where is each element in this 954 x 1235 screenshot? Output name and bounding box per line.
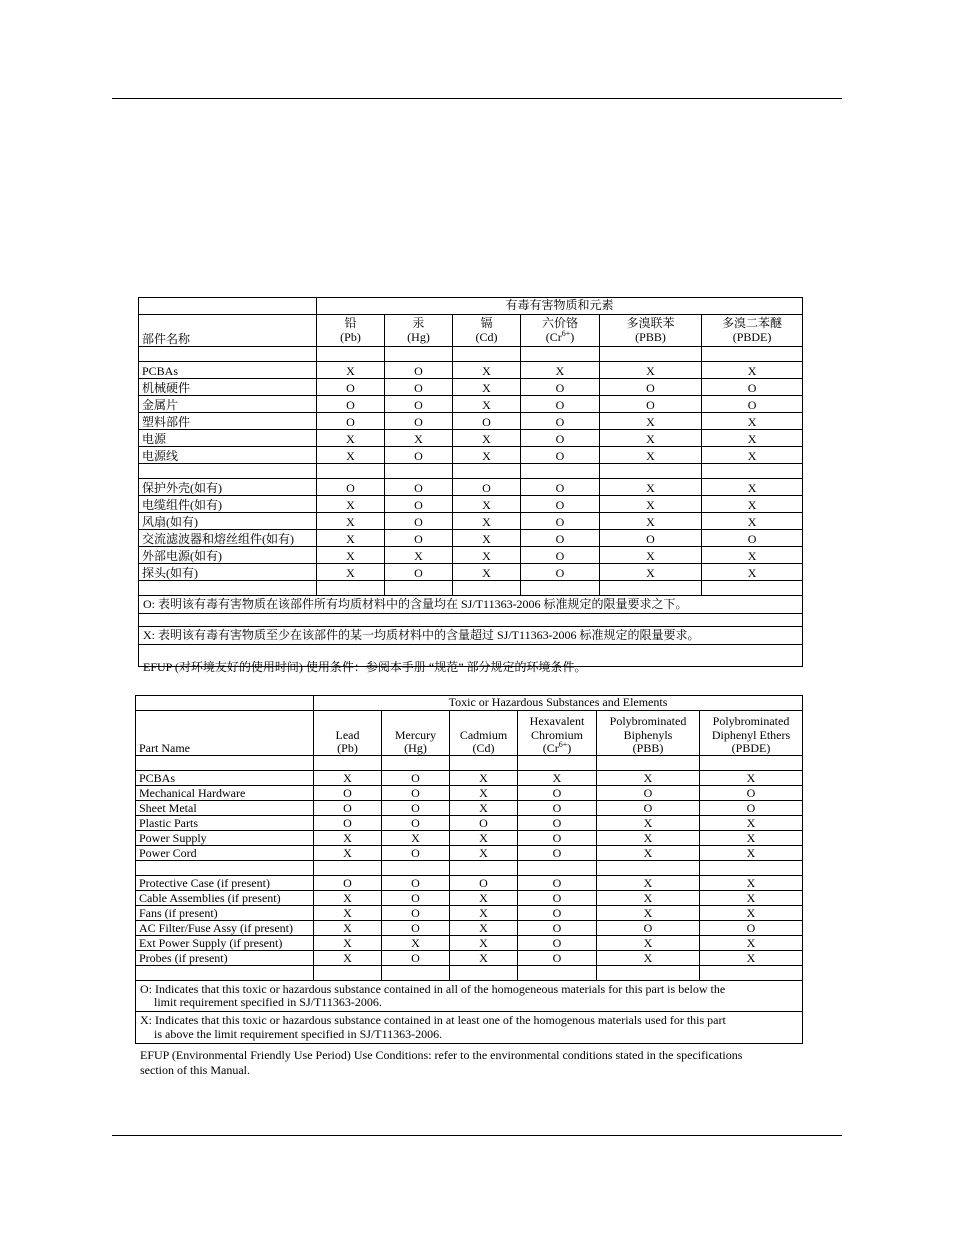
substance-value-cell: X: [600, 430, 702, 447]
substance-value-cell: X: [453, 362, 521, 379]
substance-value-cell: X: [702, 447, 803, 464]
substance-value-cell: X: [382, 936, 450, 951]
header-rule: [112, 98, 842, 99]
substance-value-cell: X: [702, 564, 803, 581]
substance-value-cell: O: [382, 846, 450, 861]
substance-value-cell: X: [450, 831, 518, 846]
substance-value-cell: O: [314, 816, 382, 831]
part-name-cell: Probes (if present): [136, 951, 314, 966]
spacer-cell: [136, 756, 314, 771]
part-name-cell: Power Cord: [136, 846, 314, 861]
table-row: [139, 564, 803, 581]
substance-value-cell: O: [385, 564, 453, 581]
substance-value-cell: O: [597, 786, 700, 801]
spacer-cell: [139, 614, 803, 627]
table-row: [136, 786, 803, 801]
part-name-cell: 电源: [139, 430, 317, 447]
substance-value-cell: O: [521, 447, 600, 464]
column-header-pbb: Polybrominated Biphenyls (PBB): [597, 711, 700, 756]
spacer-cell: [136, 966, 314, 981]
hazardous-substances-table-chinese: [138, 297, 803, 667]
substance-value-cell: O: [600, 530, 702, 547]
part-name-cell: 风扇(如有): [139, 513, 317, 530]
table-row: [136, 801, 803, 816]
table-row: [139, 396, 803, 413]
table-row: [139, 530, 803, 547]
substance-value-cell: O: [597, 801, 700, 816]
column-header-lead: Lead (Pb): [314, 711, 382, 756]
substance-value-cell: O: [385, 413, 453, 430]
substance-value-cell: O: [521, 413, 600, 430]
substance-value-cell: O: [702, 379, 803, 396]
substance-value-cell: O: [518, 831, 597, 846]
part-name-cell: Mechanical Hardware: [136, 786, 314, 801]
part-name-cell: Ext Power Supply (if present): [136, 936, 314, 951]
part-name-cell: PCBAs: [136, 771, 314, 786]
substance-value-cell: X: [597, 951, 700, 966]
substance-value-cell: O: [518, 906, 597, 921]
substance-value-cell: X: [317, 513, 385, 530]
substance-value-cell: X: [453, 430, 521, 447]
empty-cell: [139, 298, 317, 315]
substance-value-cell: O: [700, 786, 803, 801]
substance-value-cell: X: [700, 846, 803, 861]
substance-value-cell: X: [453, 564, 521, 581]
column-header-chromium: Hexavalent Chromium $(Cr^{6+})$: [518, 711, 597, 756]
substance-value-cell: O: [314, 786, 382, 801]
substance-value-cell: X: [453, 513, 521, 530]
substance-value-cell: O: [518, 801, 597, 816]
substance-value-cell: O: [521, 379, 600, 396]
spacer-cell: [139, 581, 317, 596]
substance-value-cell: X: [314, 936, 382, 951]
table-row: [139, 479, 803, 496]
table-row: [139, 513, 803, 530]
substance-value-cell: X: [597, 846, 700, 861]
table-row: [136, 771, 803, 786]
substance-value-cell: O: [317, 413, 385, 430]
substance-value-cell: X: [450, 846, 518, 861]
substance-value-cell: X: [453, 379, 521, 396]
part-name-cell: PCBAs: [139, 362, 317, 379]
substance-value-cell: O: [314, 801, 382, 816]
substance-value-cell: O: [521, 396, 600, 413]
part-name-cell: 保护外壳(如有): [139, 479, 317, 496]
substance-value-cell: X: [317, 447, 385, 464]
substance-value-cell: X: [597, 816, 700, 831]
substance-value-cell: X: [702, 413, 803, 430]
substance-value-cell: O: [597, 921, 700, 936]
column-header-cadmium: Cadmium (Cd): [450, 711, 518, 756]
substance-value-cell: O: [518, 951, 597, 966]
part-name-cell: 金属片: [139, 396, 317, 413]
substance-value-cell: X: [597, 936, 700, 951]
part-name-cell: AC Filter/Fuse Assy (if present): [136, 921, 314, 936]
table-row: [139, 547, 803, 564]
substance-value-cell: X: [450, 921, 518, 936]
part-name-cell: 探头(如有): [139, 564, 317, 581]
spacer-cell: [139, 347, 317, 362]
substance-value-cell: X: [450, 891, 518, 906]
table-row: [139, 379, 803, 396]
efup-note-english: EFUP (Environmental Friendly Use Period) Use Conditions: refer to the environmental conditions stated in the specifications section of this Manual.: [140, 1048, 743, 1077]
group-header: Toxic or Hazardous Substances and Elements: [314, 696, 803, 711]
substance-value-cell: O: [385, 513, 453, 530]
substance-value-cell: X: [600, 447, 702, 464]
note-x: X: Indicates that this toxic or hazardous substance contained in at least one of the homogenous materials used for this part is above the limit requirement specified in SJ/T11363-2006.: [136, 1012, 803, 1043]
substance-value-cell: O: [385, 396, 453, 413]
table-row: [136, 936, 803, 951]
substance-value-cell: O: [382, 771, 450, 786]
substance-value-cell: X: [702, 547, 803, 564]
part-name-cell: 交流滤波器和熔丝组件(如有): [139, 530, 317, 547]
substance-value-cell: O: [521, 479, 600, 496]
substance-value-cell: X: [453, 396, 521, 413]
substance-value-cell: O: [702, 396, 803, 413]
substance-value-cell: X: [702, 496, 803, 513]
substance-value-cell: O: [382, 876, 450, 891]
part-name-header: 部件名称: [139, 315, 317, 347]
part-name-cell: 塑料部件: [139, 413, 317, 430]
substance-value-cell: O: [314, 876, 382, 891]
substance-value-cell: O: [518, 846, 597, 861]
part-name-cell: 机械硬件: [139, 379, 317, 396]
table-row: [136, 831, 803, 846]
substance-value-cell: X: [518, 771, 597, 786]
column-header-mercury: Mercury (Hg): [382, 711, 450, 756]
substance-value-cell: X: [314, 891, 382, 906]
substance-value-cell: O: [450, 816, 518, 831]
substance-value-cell: O: [317, 396, 385, 413]
table-row: [136, 906, 803, 921]
substance-value-cell: O: [382, 816, 450, 831]
column-header-pbb: 多溴联苯 (PBB): [600, 315, 702, 347]
substance-value-cell: O: [382, 786, 450, 801]
substance-value-cell: X: [314, 906, 382, 921]
group-header: 有毒有害物质和元素: [317, 298, 803, 315]
substance-value-cell: X: [385, 547, 453, 564]
empty-cell: [136, 696, 314, 711]
substance-value-cell: X: [600, 513, 702, 530]
substance-value-cell: X: [314, 771, 382, 786]
substance-value-cell: X: [317, 362, 385, 379]
substance-value-cell: O: [453, 479, 521, 496]
substance-value-cell: X: [450, 951, 518, 966]
substance-value-cell: X: [702, 430, 803, 447]
substance-value-cell: O: [385, 479, 453, 496]
substance-value-cell: X: [600, 479, 702, 496]
substance-value-cell: O: [521, 547, 600, 564]
table-row: [136, 951, 803, 966]
part-name-cell: Protective Case (if present): [136, 876, 314, 891]
substance-value-cell: O: [521, 513, 600, 530]
substance-value-cell: O: [600, 396, 702, 413]
hazardous-substances-table-english: [135, 695, 803, 1044]
substance-value-cell: O: [385, 379, 453, 396]
substance-value-cell: X: [600, 413, 702, 430]
spacer-cell: [139, 464, 317, 479]
table-row: [136, 846, 803, 861]
substance-value-cell: X: [700, 876, 803, 891]
column-header-cadmium: 镉 (Cd): [453, 315, 521, 347]
substance-value-cell: X: [597, 831, 700, 846]
substance-value-cell: X: [700, 771, 803, 786]
substance-value-cell: X: [600, 496, 702, 513]
substance-value-cell: O: [521, 496, 600, 513]
part-name-cell: Cable Assemblies (if present): [136, 891, 314, 906]
substance-value-cell: O: [702, 530, 803, 547]
substance-value-cell: X: [453, 547, 521, 564]
substance-value-cell: O: [453, 413, 521, 430]
table-row: [139, 430, 803, 447]
part-name-cell: Plastic Parts: [136, 816, 314, 831]
substance-value-cell: X: [317, 564, 385, 581]
substance-value-cell: O: [382, 891, 450, 906]
part-name-header: Part Name: [136, 711, 314, 756]
substance-value-cell: X: [702, 513, 803, 530]
substance-value-cell: X: [317, 547, 385, 564]
substance-value-cell: X: [450, 936, 518, 951]
efup-note-chinese: EFUP (对环境友好的使用时间) 使用条件：参阅本手册 “规范” 部分规定的环境条件。: [143, 660, 587, 674]
spacer-cell: [136, 861, 314, 876]
substance-value-cell: X: [314, 951, 382, 966]
column-header-pbde: Polybrominated Diphenyl Ethers (PBDE): [700, 711, 803, 756]
substance-value-cell: X: [700, 891, 803, 906]
substance-value-cell: X: [314, 831, 382, 846]
substance-value-cell: O: [450, 876, 518, 891]
part-name-cell: 电源线: [139, 447, 317, 464]
substance-value-cell: X: [700, 831, 803, 846]
substance-value-cell: O: [382, 906, 450, 921]
substance-value-cell: O: [700, 801, 803, 816]
table-row: [139, 447, 803, 464]
table-row: [136, 921, 803, 936]
substance-value-cell: X: [700, 951, 803, 966]
substance-value-cell: O: [518, 891, 597, 906]
substance-value-cell: X: [450, 786, 518, 801]
table-row: [139, 413, 803, 430]
column-header-mercury: 汞 (Hg): [385, 315, 453, 347]
part-name-cell: Sheet Metal: [136, 801, 314, 816]
substance-value-cell: O: [317, 379, 385, 396]
table-row: [136, 816, 803, 831]
footer-rule: [112, 1135, 842, 1136]
note-x: X: 表明该有毒有害物质至少在该部件的某一均质材料中的含量超过 SJ/T11363-2006 标准规定的限量要求。: [139, 627, 803, 645]
substance-value-cell: O: [385, 496, 453, 513]
column-header-pbde: 多溴二苯醚 (PBDE): [702, 315, 803, 347]
substance-value-cell: X: [450, 771, 518, 786]
substance-value-cell: O: [385, 530, 453, 547]
note-o: O: Indicates that this toxic or hazardous substance contained in all of the homogeneous materials for this part is below the limit requirement specified in SJ/T11363-2006.: [136, 981, 803, 1012]
substance-value-cell: O: [518, 921, 597, 936]
substance-value-cell: O: [518, 816, 597, 831]
substance-value-cell: X: [314, 921, 382, 936]
substance-value-cell: O: [518, 786, 597, 801]
part-name-cell: Power Supply: [136, 831, 314, 846]
column-header-lead: 铅 (Pb): [317, 315, 385, 347]
substance-value-cell: X: [453, 530, 521, 547]
substance-value-cell: X: [317, 496, 385, 513]
substance-value-cell: X: [450, 906, 518, 921]
substance-value-cell: X: [702, 479, 803, 496]
substance-value-cell: O: [317, 479, 385, 496]
substance-value-cell: X: [453, 447, 521, 464]
substance-value-cell: X: [450, 801, 518, 816]
substance-value-cell: O: [521, 430, 600, 447]
substance-value-cell: X: [700, 906, 803, 921]
table-row: [136, 876, 803, 891]
table-row: [139, 362, 803, 379]
substance-value-cell: O: [521, 530, 600, 547]
substance-value-cell: O: [518, 876, 597, 891]
substance-value-cell: O: [518, 936, 597, 951]
substance-value-cell: O: [382, 801, 450, 816]
table-row: [136, 891, 803, 906]
note-o: O: 表明该有毒有害物质在该部件所有均质材料中的含量均在 SJ/T11363-2006 标准规定的限量要求之下。: [139, 596, 803, 614]
substance-value-cell: O: [600, 379, 702, 396]
substance-value-cell: O: [521, 564, 600, 581]
substance-value-cell: X: [385, 430, 453, 447]
part-name-cell: 外部电源(如有): [139, 547, 317, 564]
substance-value-cell: X: [700, 816, 803, 831]
substance-value-cell: X: [600, 564, 702, 581]
substance-value-cell: X: [600, 547, 702, 564]
substance-value-cell: X: [382, 831, 450, 846]
substance-value-cell: O: [382, 951, 450, 966]
substance-value-cell: X: [597, 906, 700, 921]
substance-value-cell: X: [702, 362, 803, 379]
substance-value-cell: O: [700, 921, 803, 936]
substance-value-cell: X: [597, 876, 700, 891]
substance-value-cell: X: [521, 362, 600, 379]
part-name-cell: Fans (if present): [136, 906, 314, 921]
substance-value-cell: X: [317, 530, 385, 547]
substance-value-cell: X: [600, 362, 702, 379]
substance-value-cell: X: [314, 846, 382, 861]
substance-value-cell: O: [385, 362, 453, 379]
substance-value-cell: O: [385, 447, 453, 464]
substance-value-cell: O: [382, 921, 450, 936]
substance-value-cell: X: [597, 771, 700, 786]
part-name-cell: 电缆组件(如有): [139, 496, 317, 513]
table-row: [139, 496, 803, 513]
substance-value-cell: X: [597, 891, 700, 906]
substance-value-cell: X: [453, 496, 521, 513]
substance-value-cell: X: [700, 936, 803, 951]
column-header-chromium: 六价铬 $(Cr^{6+})$: [521, 315, 600, 347]
substance-value-cell: X: [317, 430, 385, 447]
